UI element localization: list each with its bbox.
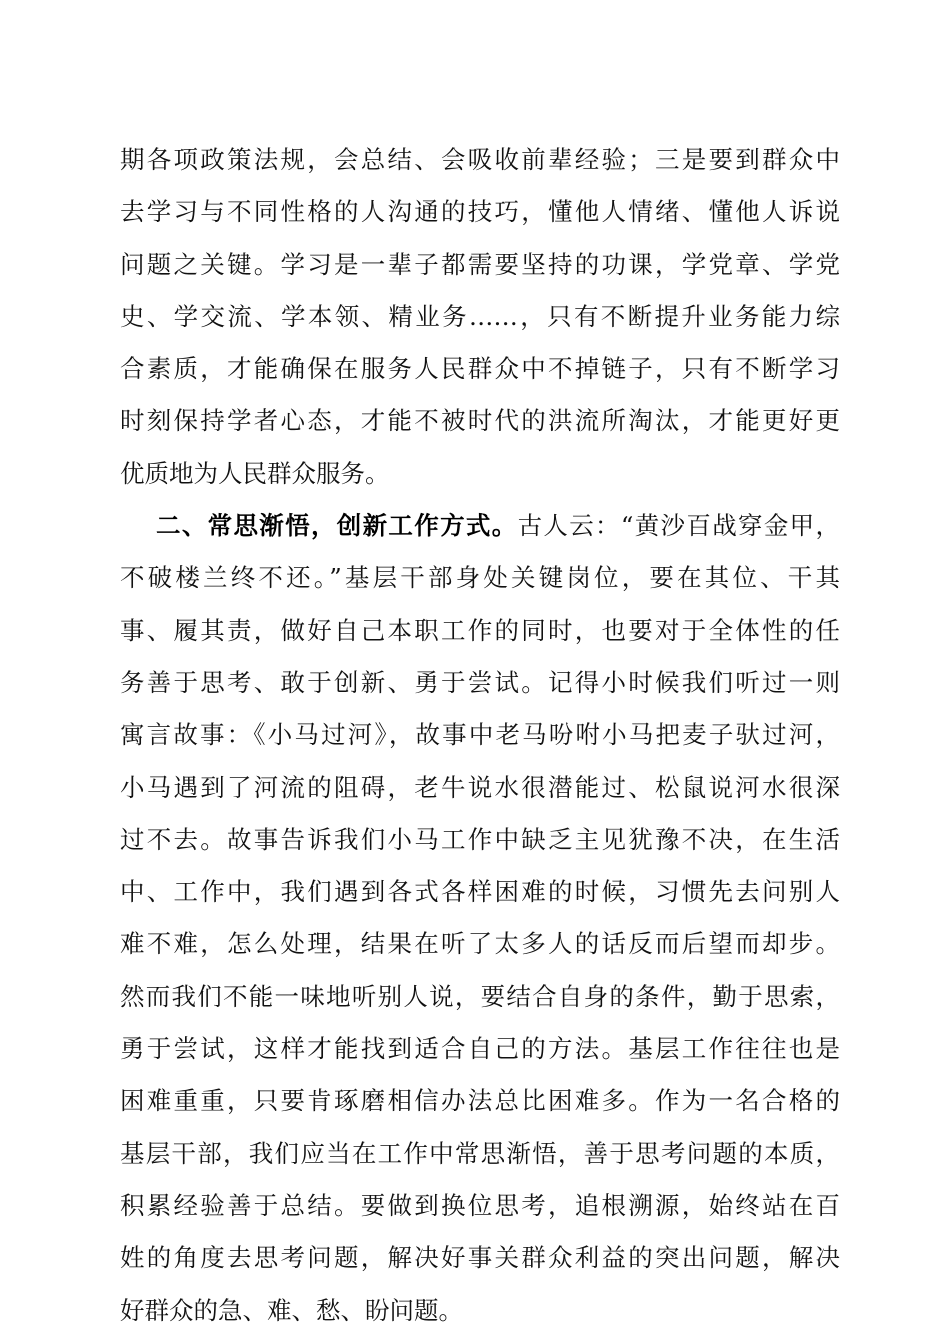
text-line: 去学习与不同性格的人沟通的技巧，懂他人情绪、懂他人诉说	[120, 197, 840, 227]
text-line: 期各项政策法规，会总结、会吸收前辈经验；三是要到群众中	[120, 145, 840, 174]
paragraph-innovation	[120, 500, 840, 1337]
text-line: 不破楼兰终不还。”基层干部身处关键岗位，要在其位、干其	[120, 563, 840, 593]
text-line: 务善于思考、敢于创新、勇于尝试。记得小时候我们听过一则	[120, 667, 840, 697]
text-line: 基层干部，我们应当在工作中常思渐悟，善于思考问题的本质，	[120, 1138, 840, 1168]
text-line: 然而我们不能一味地听别人说，要结合自身的条件，勤于思索，	[120, 981, 840, 1011]
text-line-rest: 古人云：“黄沙百战穿金甲，	[517, 511, 840, 541]
text-line: 姓的角度去思考问题，解决好事关群众利益的突出问题，解决	[120, 1243, 840, 1273]
text-line: 困难重重，只要肯琢磨相信办法总比困难多。作为一名合格的	[120, 1086, 840, 1116]
body-text	[120, 134, 840, 1337]
text-line: 史、学交流、学本领、精业务……，只有不断提升业务能力综	[120, 301, 840, 331]
text-line: 小马遇到了河流的阻碍，老牛说水很潜能过、松鼠说河水很深	[120, 772, 840, 802]
text-line: 合素质，才能确保在服务人民群众中不掉链子，只有不断学习	[120, 354, 840, 384]
text-line: 时刻保持学者心态，才能不被时代的洪流所淘汰，才能更好更	[120, 406, 840, 436]
text-line: 过不去。故事告诉我们小马工作中缺乏主见犹豫不决，在生活	[120, 824, 840, 854]
text-line: 积累经验善于总结。要做到换位思考，追根溯源，始终站在百	[120, 1190, 840, 1220]
text-line-first	[120, 500, 840, 552]
text-line: 勇于尝试，这样才能找到适合自己的方法。基层工作往往也是	[120, 1034, 840, 1064]
section-heading: 二、常思渐悟，创新工作方式。	[156, 511, 518, 541]
text-line: 难不难，怎么处理，结果在听了太多人的话反而后望而却步。	[120, 929, 840, 959]
paragraph-study	[120, 134, 840, 500]
text-line: 中、工作中，我们遇到各式各样困难的时候，习惯先去问别人	[120, 877, 840, 907]
text-line: 事、履其责，做好自己本职工作的同时，也要对于全体性的任	[120, 615, 840, 645]
text-line: 问题之关键。学习是一辈子都需要坚持的功课，学党章、学党	[120, 249, 840, 279]
text-line: 优质地为人民群众服务。	[120, 458, 390, 488]
text-line: 寓言故事：《小马过河》，故事中老马吩咐小马把麦子驮过河，	[120, 720, 840, 750]
text-line: 好群众的急、难、愁、盼问题。	[120, 1295, 463, 1325]
